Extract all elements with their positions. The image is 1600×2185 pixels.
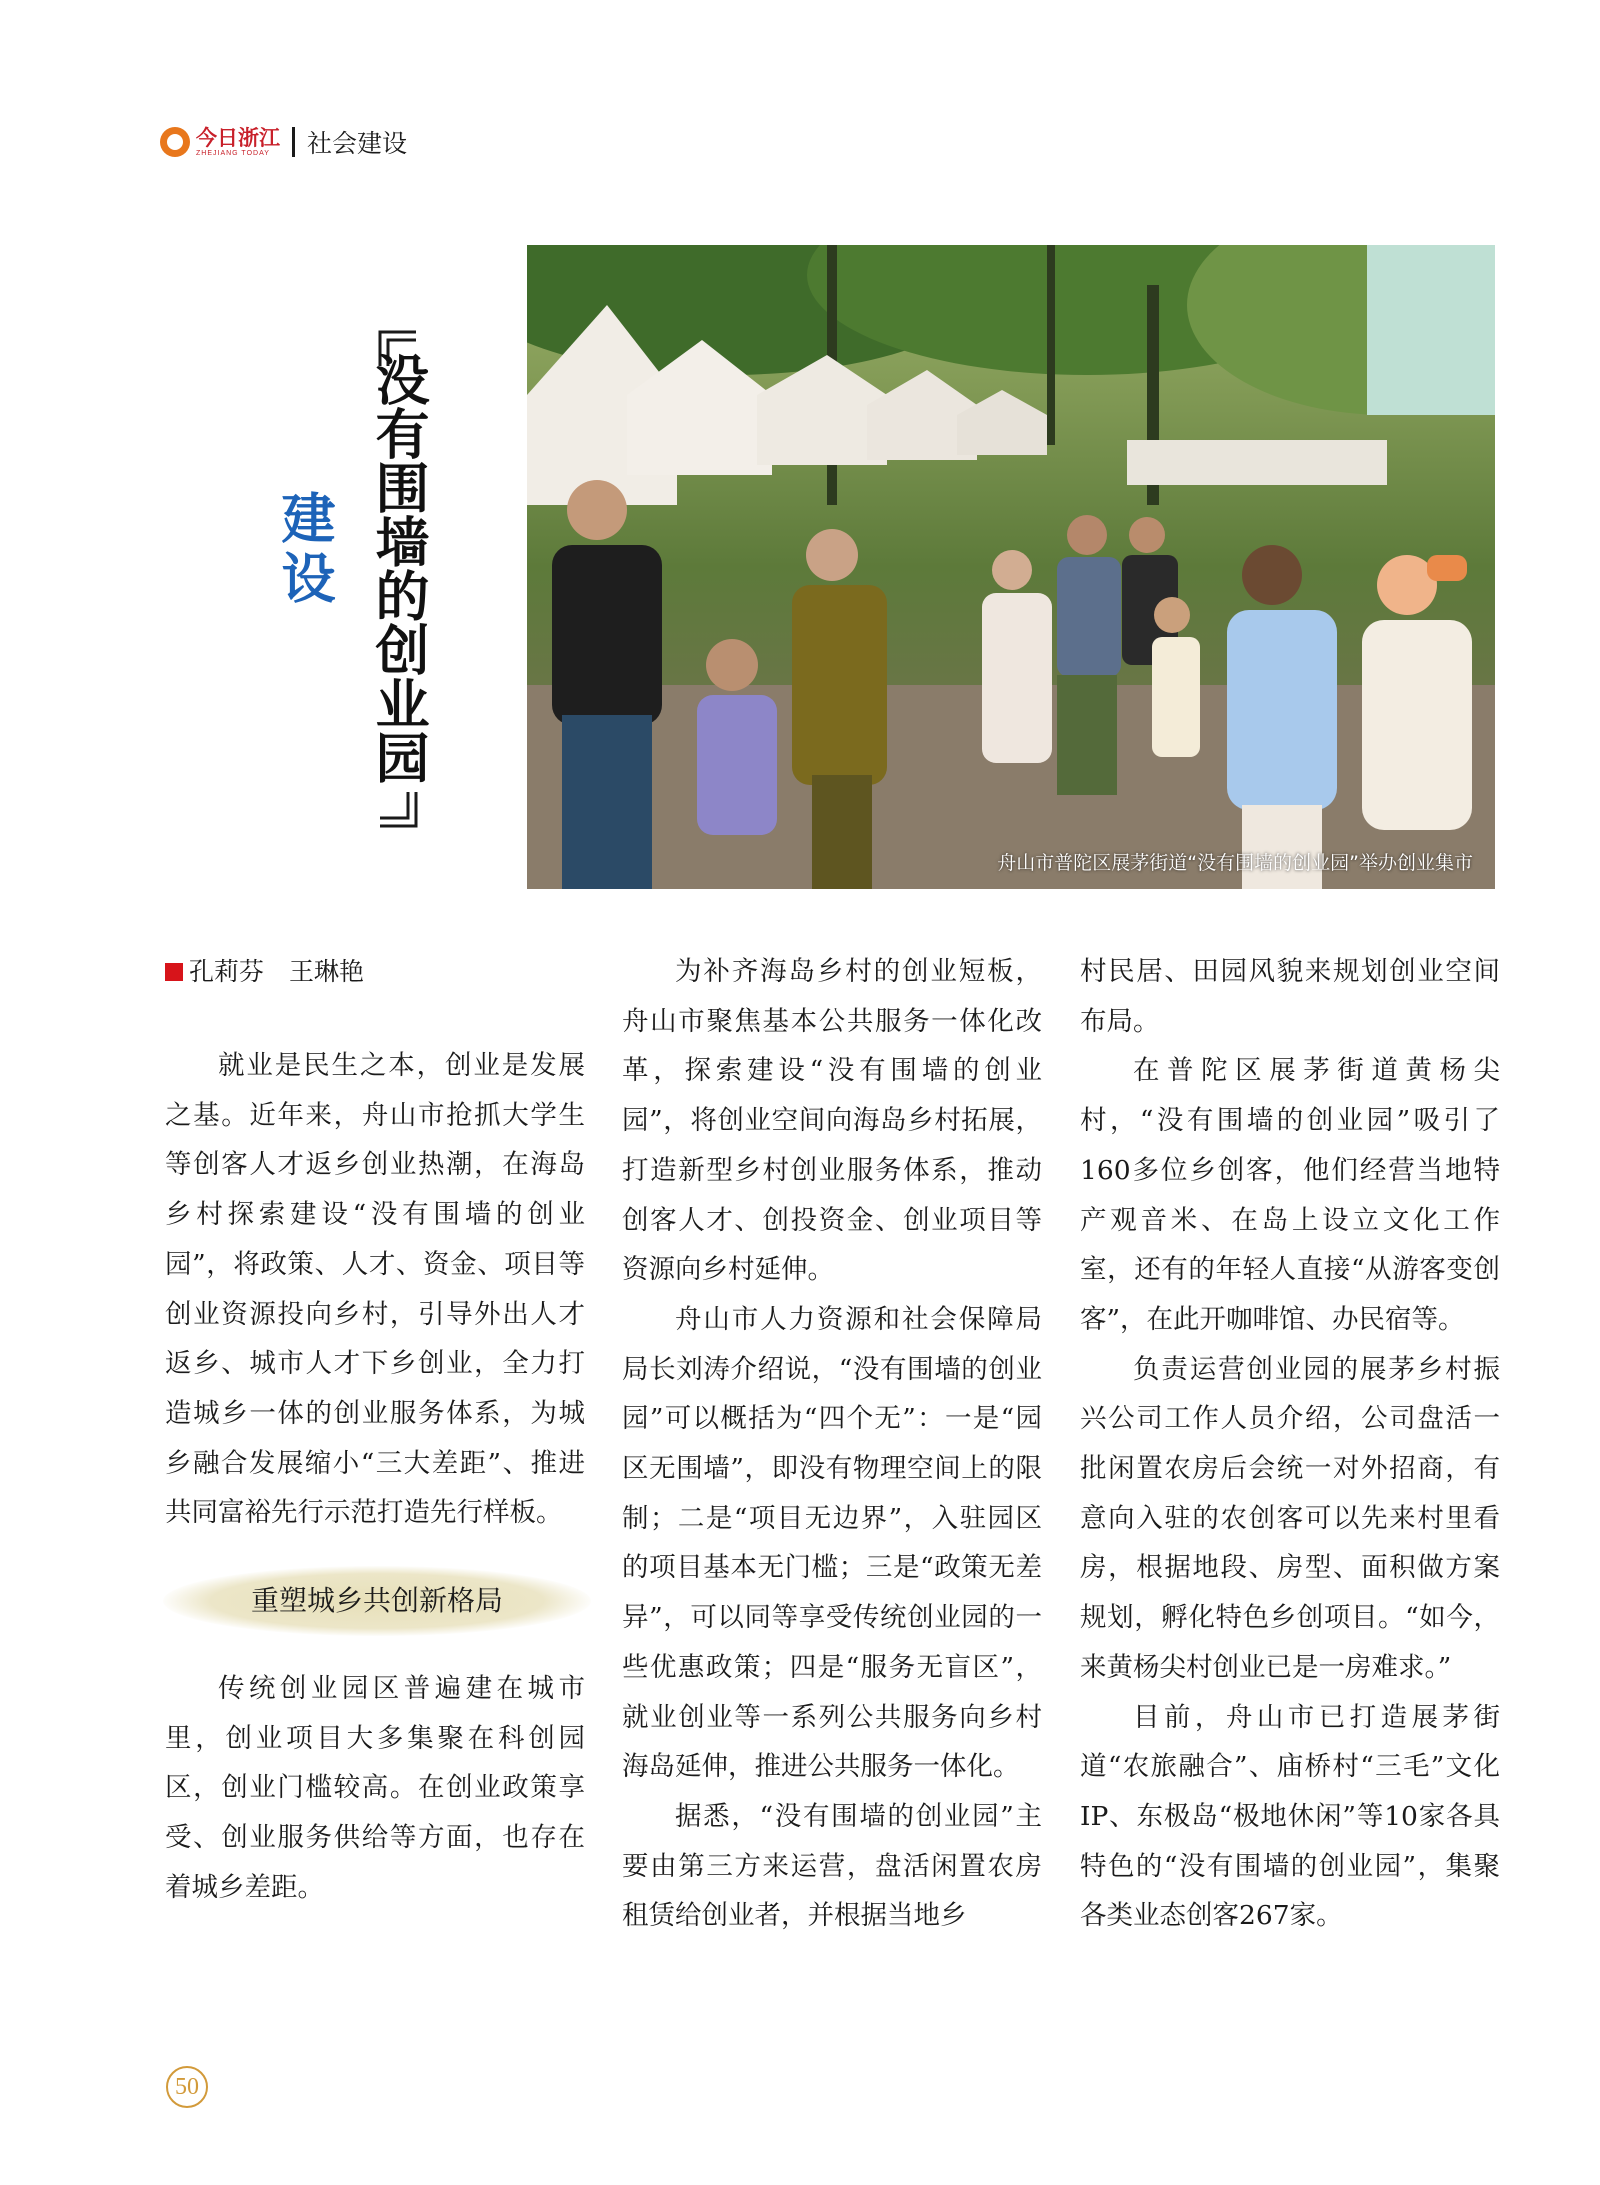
byline-authors: 孔莉芬 王琳艳 <box>189 957 365 986</box>
logo-text <box>196 127 280 157</box>
byline <box>165 947 585 997</box>
paragraph-continued: 村民居、田园风貌来规划创业空间布局。 <box>1080 956 1500 1037</box>
logo-cn: 今日浙江 <box>196 125 280 150</box>
logo-icon <box>160 127 190 157</box>
paragraph: 据悉，“没有围墙的创业园”主要由第三方来运营，盘活闲置农房租赁给创业者，并根据当地乡 <box>622 1800 1042 1932</box>
byline-marker <box>165 963 183 981</box>
photo-caption: 舟山市普陀区展茅街道“没有围墙的创业园”举办创业集市 <box>997 852 1473 874</box>
magazine-header <box>160 122 407 162</box>
paragraph: 在普陀区展茅街道黄杨尖村，“没有围墙的创业园”吸引了160多位乡创客，他们经营当地特产观音米、在岛上设立文化工作室，还有的年轻人直接“从游客变创客”，在此开咖啡馆、办民宿等。 <box>1080 1055 1500 1335</box>
logo-en: ZHEJIANG TODAY <box>196 150 270 157</box>
paragraph: 舟山市人力资源和社会保障局局长刘涛介绍说，“没有围墙的创业园”可以概括为“四个无”：一是“园区无围墙”，即没有物理空间上的限制；二是“项目无边界”，入驻园区的项目基本无门槛；三是“政策无差异”，可以同等享受传统创业园的一些优惠政策；四是“服务无盲区”，就业创业等一系列公共服务向乡村海岛延伸，推进公共服务一体化。 <box>622 1303 1042 1783</box>
paragraph: 负责运营创业园的展茅乡村振兴公司工作人员介绍，公司盘活一批闲置农房后会统一对外招商，有意向入驻的农创客可以先来村里看房，根据地段、房型、面积做方案规划，孵化特色乡创项目。“如今，来黄杨尖村创业已是一房难求。” <box>1080 1353 1500 1683</box>
market-photo <box>527 245 1495 889</box>
text-column-2 <box>622 947 1042 1941</box>
photo-illustration <box>527 245 1495 889</box>
paragraph: 为补齐海岛乡村的创业短板，舟山市聚焦基本公共服务一体化改革，探索建设“没有围墙的创业园”，将创业空间向海岛乡村拓展，打造新型乡村创业服务体系，推动创客人才、创投资金、创业项目等资源向乡村延伸。 <box>622 956 1042 1286</box>
section-subheading: 重塑城乡共创新格局 <box>163 1566 591 1636</box>
paragraph: 目前，舟山市已打造展茅街道“农旅融合”、庙桥村“三毛”文化IP、东极岛“极地休闲”等10家各具特色的“没有围墙的创业园”，集聚各类业态创客267家。 <box>1080 1701 1500 1932</box>
section-name: 社会建设 <box>307 129 408 158</box>
article-title: 没有围墙的创业园 <box>367 352 431 784</box>
header-divider <box>292 127 295 157</box>
magazine-logo <box>160 127 280 157</box>
title-close-bracket <box>374 790 422 830</box>
kicker-label: 建设 <box>273 490 336 610</box>
paragraph: 就业是民生之本，创业是发展之基。近年来，舟山市抢抓大学生等创客人才返乡创业热潮，在海岛乡村探索建设“没有围墙的创业园”，将政策、人才、资金、项目等创业资源投向乡村，引导外出人才返乡、城市人才下乡创业，全力打造城乡一体的创业服务体系，为城乡融合发展缩小“三大差距”、推进共同富裕先行示范打造先行样板。 <box>165 1050 585 1529</box>
page-number: 50 <box>166 2066 208 2108</box>
text-column-1 <box>165 947 585 1913</box>
paragraph: 传统创业园区普遍建在城市里，创业项目大多集聚在科创园区，创业门槛较高。在创业政策享受、创业服务供给等方面，也存在着城乡差距。 <box>165 1673 585 1903</box>
text-column-3 <box>1080 947 1500 1941</box>
